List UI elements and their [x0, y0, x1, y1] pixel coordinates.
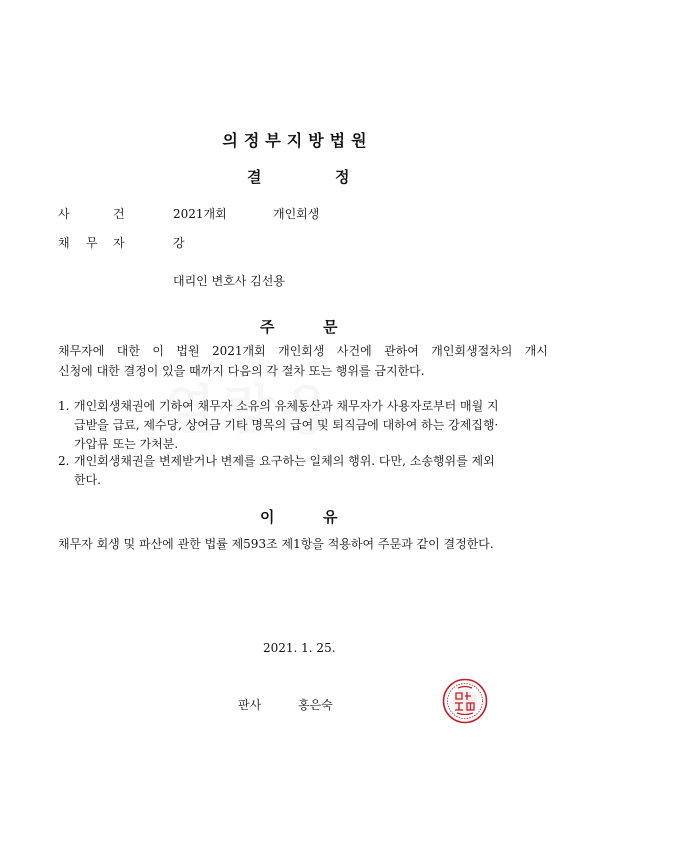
- debtor-label-char-1: 채: [58, 236, 70, 250]
- order-heading-left: 주: [260, 318, 275, 336]
- order-item-2: [58, 452, 548, 490]
- decision-date: 2021. 1. 25.: [263, 641, 336, 655]
- debtor-label-char-2: 무: [86, 236, 98, 250]
- reason-heading-left: 이: [260, 508, 275, 526]
- judge-name: 홍은숙: [298, 698, 333, 712]
- order-item-1: [58, 397, 548, 454]
- order-item-2-number: 2.: [58, 454, 70, 468]
- order-item-1-number: 1.: [58, 399, 70, 413]
- debtor-label-char-3: 자: [113, 236, 125, 250]
- doc-type-right: 정: [335, 168, 350, 186]
- doc-type-left: 결: [247, 168, 262, 186]
- order-intro-line-2: 신청에 대한 결정이 있을 때까지 다음의 각 절차 또는 행위를 금지한다.: [58, 364, 425, 378]
- order-intro-line-1: 채무자에 대한 이 법원 2021개회 개인회생 사건에 관하여 개인회생절차의 개시: [58, 344, 548, 358]
- reason-heading-right: 유: [323, 508, 338, 526]
- case-label-char-2: 건: [113, 207, 125, 221]
- case-label-char-1: 사: [58, 207, 70, 221]
- reason-text: 채무자 회생 및 파산에 관한 법률 제593조 제1항을 적용하여 주문과 같이 결정한다.: [58, 537, 494, 551]
- order-item-1-line-3: 가압류 또는 가처분.: [74, 437, 179, 451]
- official-seal-icon: [442, 678, 488, 724]
- order-item-2-line-2: 한다.: [74, 473, 101, 487]
- court-name: 의정부지방법원: [222, 131, 373, 150]
- case-type: 개인회생: [273, 207, 320, 221]
- judge-title: 판사: [238, 698, 262, 712]
- case-number: 2021개회: [173, 207, 227, 221]
- order-item-2-line-1: 개인회생채권을 변제받거나 변제를 요구하는 일체의 행위. 다만, 소송행위를 제외: [74, 454, 495, 468]
- order-heading-right: 문: [323, 318, 338, 336]
- order-item-1-line-2: 급받을 급료, 제수당, 상여금 기타 명목의 급여 및 퇴직금에 대하여 하는 강제집행·: [74, 418, 499, 432]
- debtor-agent: 대리인 변호사 김선용: [173, 274, 285, 288]
- debtor-name: 강: [173, 236, 185, 250]
- order-item-1-line-1: 개인회생채권에 기하여 채무자 소유의 유체동산과 채무자가 사용자로부터 매월 지: [74, 399, 499, 413]
